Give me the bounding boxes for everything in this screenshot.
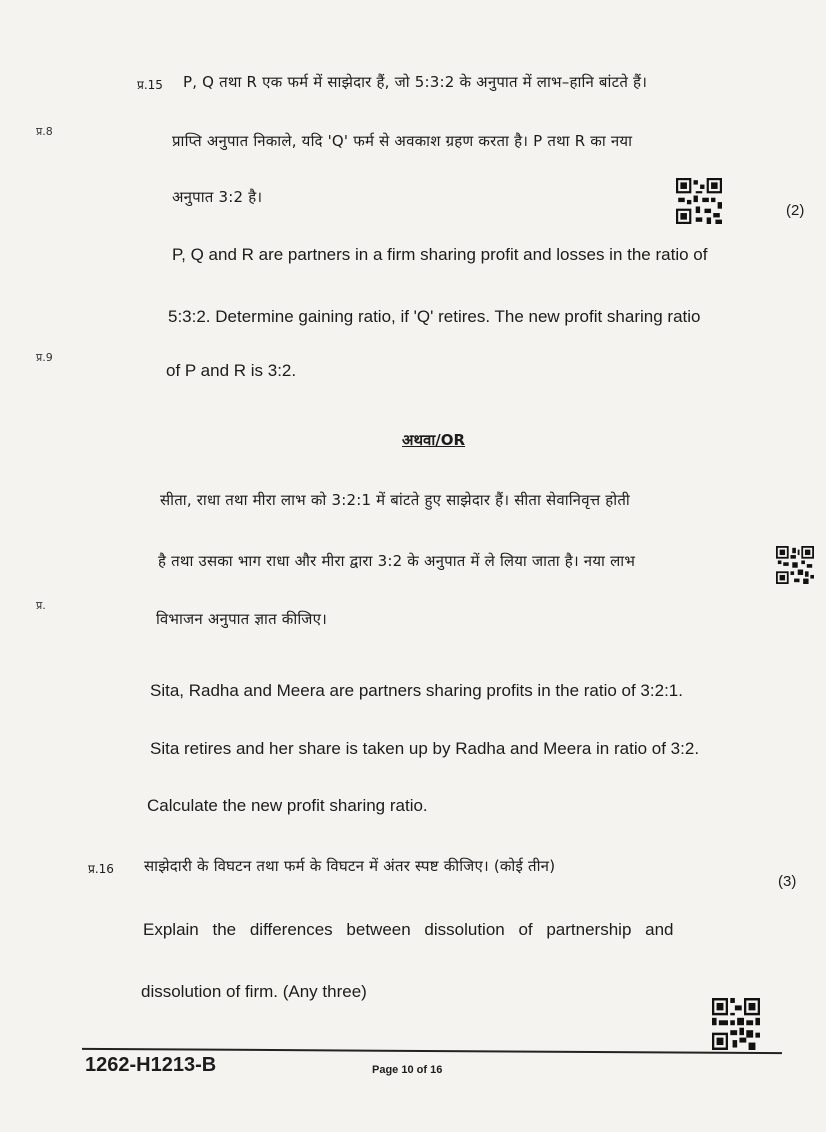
question-text-hindi: सीता, राधा तथा मीरा लाभ को 3:2:1 में बांटते हुए साझेदार हैं। सीता सेवानिवृत्त होती bbox=[160, 491, 630, 509]
question-text-hindi: P, Q तथा R एक फर्म में साझेदार हैं, जो 5:3:2 के अनुपात में लाभ–हानि बांटते हैं। bbox=[183, 73, 648, 91]
question-text-english: of P and R is 3:2. bbox=[166, 361, 297, 380]
marks-label: (2) bbox=[786, 202, 805, 219]
question-text-english: P, Q and R are partners in a firm sharing profit and losses in the ratio of bbox=[172, 245, 708, 264]
question-text-hindi: अनुपात 3:2 है। bbox=[172, 188, 263, 206]
question-text-english: Calculate the new profit sharing ratio. bbox=[147, 796, 428, 815]
margin-mark: प्र. bbox=[36, 599, 46, 612]
question-text-english: Sita retires and her share is taken up by Radha and Meera in ratio of 3:2. bbox=[150, 739, 700, 758]
marks-label: (3) bbox=[778, 873, 797, 890]
question-text-english: Sita, Radha and Meera are partners sharing profits in the ratio of 3:2:1. bbox=[150, 681, 683, 700]
question-number: प्र.16 bbox=[88, 862, 114, 876]
question-text-hindi: प्राप्ति अनुपात निकाले, यदि 'Q' फर्म से अवकाश ग्रहण करता है। P तथा R का नया bbox=[172, 132, 633, 150]
or-separator: अथवा/OR bbox=[402, 431, 466, 449]
question-text-hindi: साझेदारी के विघटन तथा फर्म के विघटन में अंतर स्पष्ट कीजिए। (कोई तीन) bbox=[144, 857, 556, 875]
question-text-hindi: है तथा उसका भाग राधा और मीरा द्वारा 3:2 के अनुपात में ले लिया जाता है। नया लाभ bbox=[158, 552, 636, 570]
margin-mark: प्र.9 bbox=[36, 351, 53, 364]
margin-mark: प्र.8 bbox=[36, 125, 53, 138]
question-text-english: 5:3:2. Determine gaining ratio, if 'Q' retires. The new profit sharing ratio bbox=[168, 307, 701, 326]
qr-code-icon bbox=[712, 998, 760, 1050]
question-text-english: Explain the differences between dissolution of partnership and bbox=[143, 920, 674, 939]
page-number: Page 10 of 16 bbox=[372, 1064, 443, 1076]
qr-code-icon bbox=[676, 178, 722, 224]
question-text-english: dissolution of firm. (Any three) bbox=[141, 982, 367, 1001]
qr-code-icon bbox=[776, 546, 814, 584]
paper-code: 1262-H1213-B bbox=[85, 1054, 217, 1076]
question-text-hindi: विभाजन अनुपात ज्ञात कीजिए। bbox=[156, 610, 328, 628]
question-number: प्र.15 bbox=[137, 78, 163, 92]
